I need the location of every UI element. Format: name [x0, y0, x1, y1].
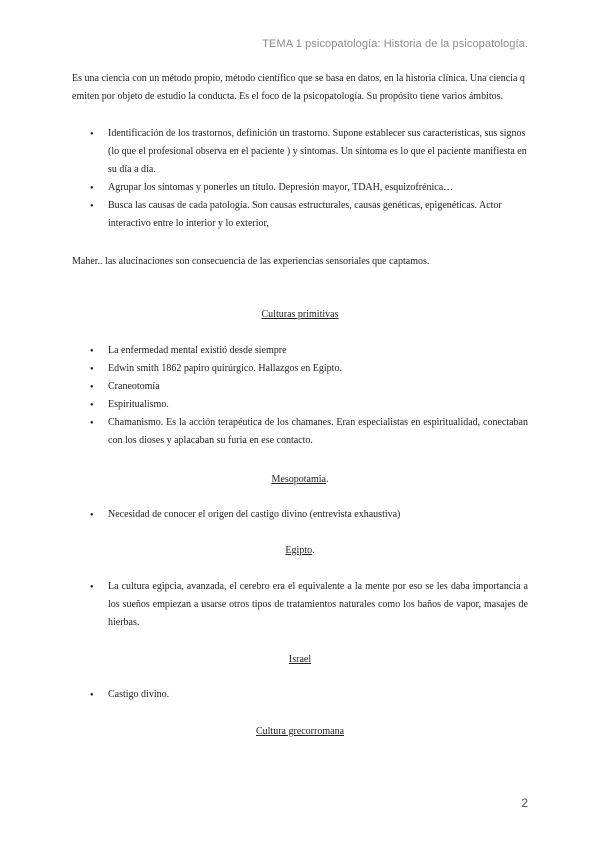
israel-bullet-list — [90, 686, 528, 704]
section-heading-israel — [0, 651, 600, 669]
section-heading-cultura-grecorromana — [0, 723, 600, 741]
section-heading-egipto — [0, 542, 600, 560]
heading-text: Egipto — [285, 545, 313, 556]
heading-suffix: . — [312, 545, 315, 556]
mesopotamia-bullet-list — [90, 506, 528, 524]
list-item: ● Craneotomía — [90, 378, 528, 396]
list-item: ● Castigo divino. — [90, 686, 528, 704]
heading-suffix: . — [325, 474, 329, 485]
list-item: ● Busca las causas de cada patología. Son causas estructurales, causas genéticas, epigenéticas. Actor interactivo entre lo interior y lo exterior, — [90, 197, 528, 233]
heading-text: Culturas primitivas — [261, 309, 339, 320]
intro-paragraph: Es una ciencia con un método propio, método científico que se basa en datos, en la historia clínica. Una ciencia q emiten por objeto de estudio la conducta. Es el foco de la psicopatología. Su propósito tiene varios ámbitos. — [72, 73, 525, 102]
section-heading-mesopotamia — [0, 471, 600, 489]
list-item: ● Identificación de los trastornos, definición un trastorno. Supone establecer sus características, sus signos (lo que el profesional observa en el paciente ) y síntomas. Un síntoma es lo que el paciente manifiesta en su día a día. — [90, 125, 528, 179]
heading-text: Israel — [288, 654, 312, 665]
list-item: ● Necesidad de conocer el origen del castigo divino (entrevista exhaustiva) — [90, 506, 528, 524]
egipto-bullet-list — [90, 578, 528, 632]
running-header: TEMA 1 psicopatología: Historia de la psicopatología. — [262, 38, 528, 50]
primitivas-bullet-list — [90, 342, 528, 450]
intro-bullet-list — [90, 125, 528, 233]
section-heading-culturas-primitivas — [0, 306, 600, 324]
list-item: ● Espiritualismo. — [90, 396, 528, 414]
list-item: ● Edwin smith 1862 papiro quirúrgico. Hallazgos en Egipto. — [90, 360, 528, 378]
page-number: 2 — [521, 796, 528, 810]
list-item: ● La enfermedad mental existió desde siempre — [90, 342, 528, 360]
list-item: ● La cultura egipcia, avanzada, el cerebro era el equivalente a la mente por eso se les daba importancia a los sueños empiezan a usarse otros tipos de tratamientos naturales como los baños de vapor, masajes de hierbas. — [90, 578, 528, 632]
heading-text: Cultura grecorromana — [255, 726, 345, 737]
maher-paragraph: Maher.. las alucinaciones son consecuencia de las experiencias sensoriales que captamos. — [72, 256, 430, 267]
list-item: ● Agrupar los síntomas y ponerles un título. Depresión mayor, TDAH, esquizofrénica… — [90, 179, 528, 197]
list-item: ● Chamanismo. Es la acción terapéutica de los chamanes. Eran especialistas en espiritualidad, conectaban con los dioses y aplacaban su furia en ese contacto. — [90, 414, 528, 450]
heading-text: Mesopotamia — [271, 474, 326, 485]
